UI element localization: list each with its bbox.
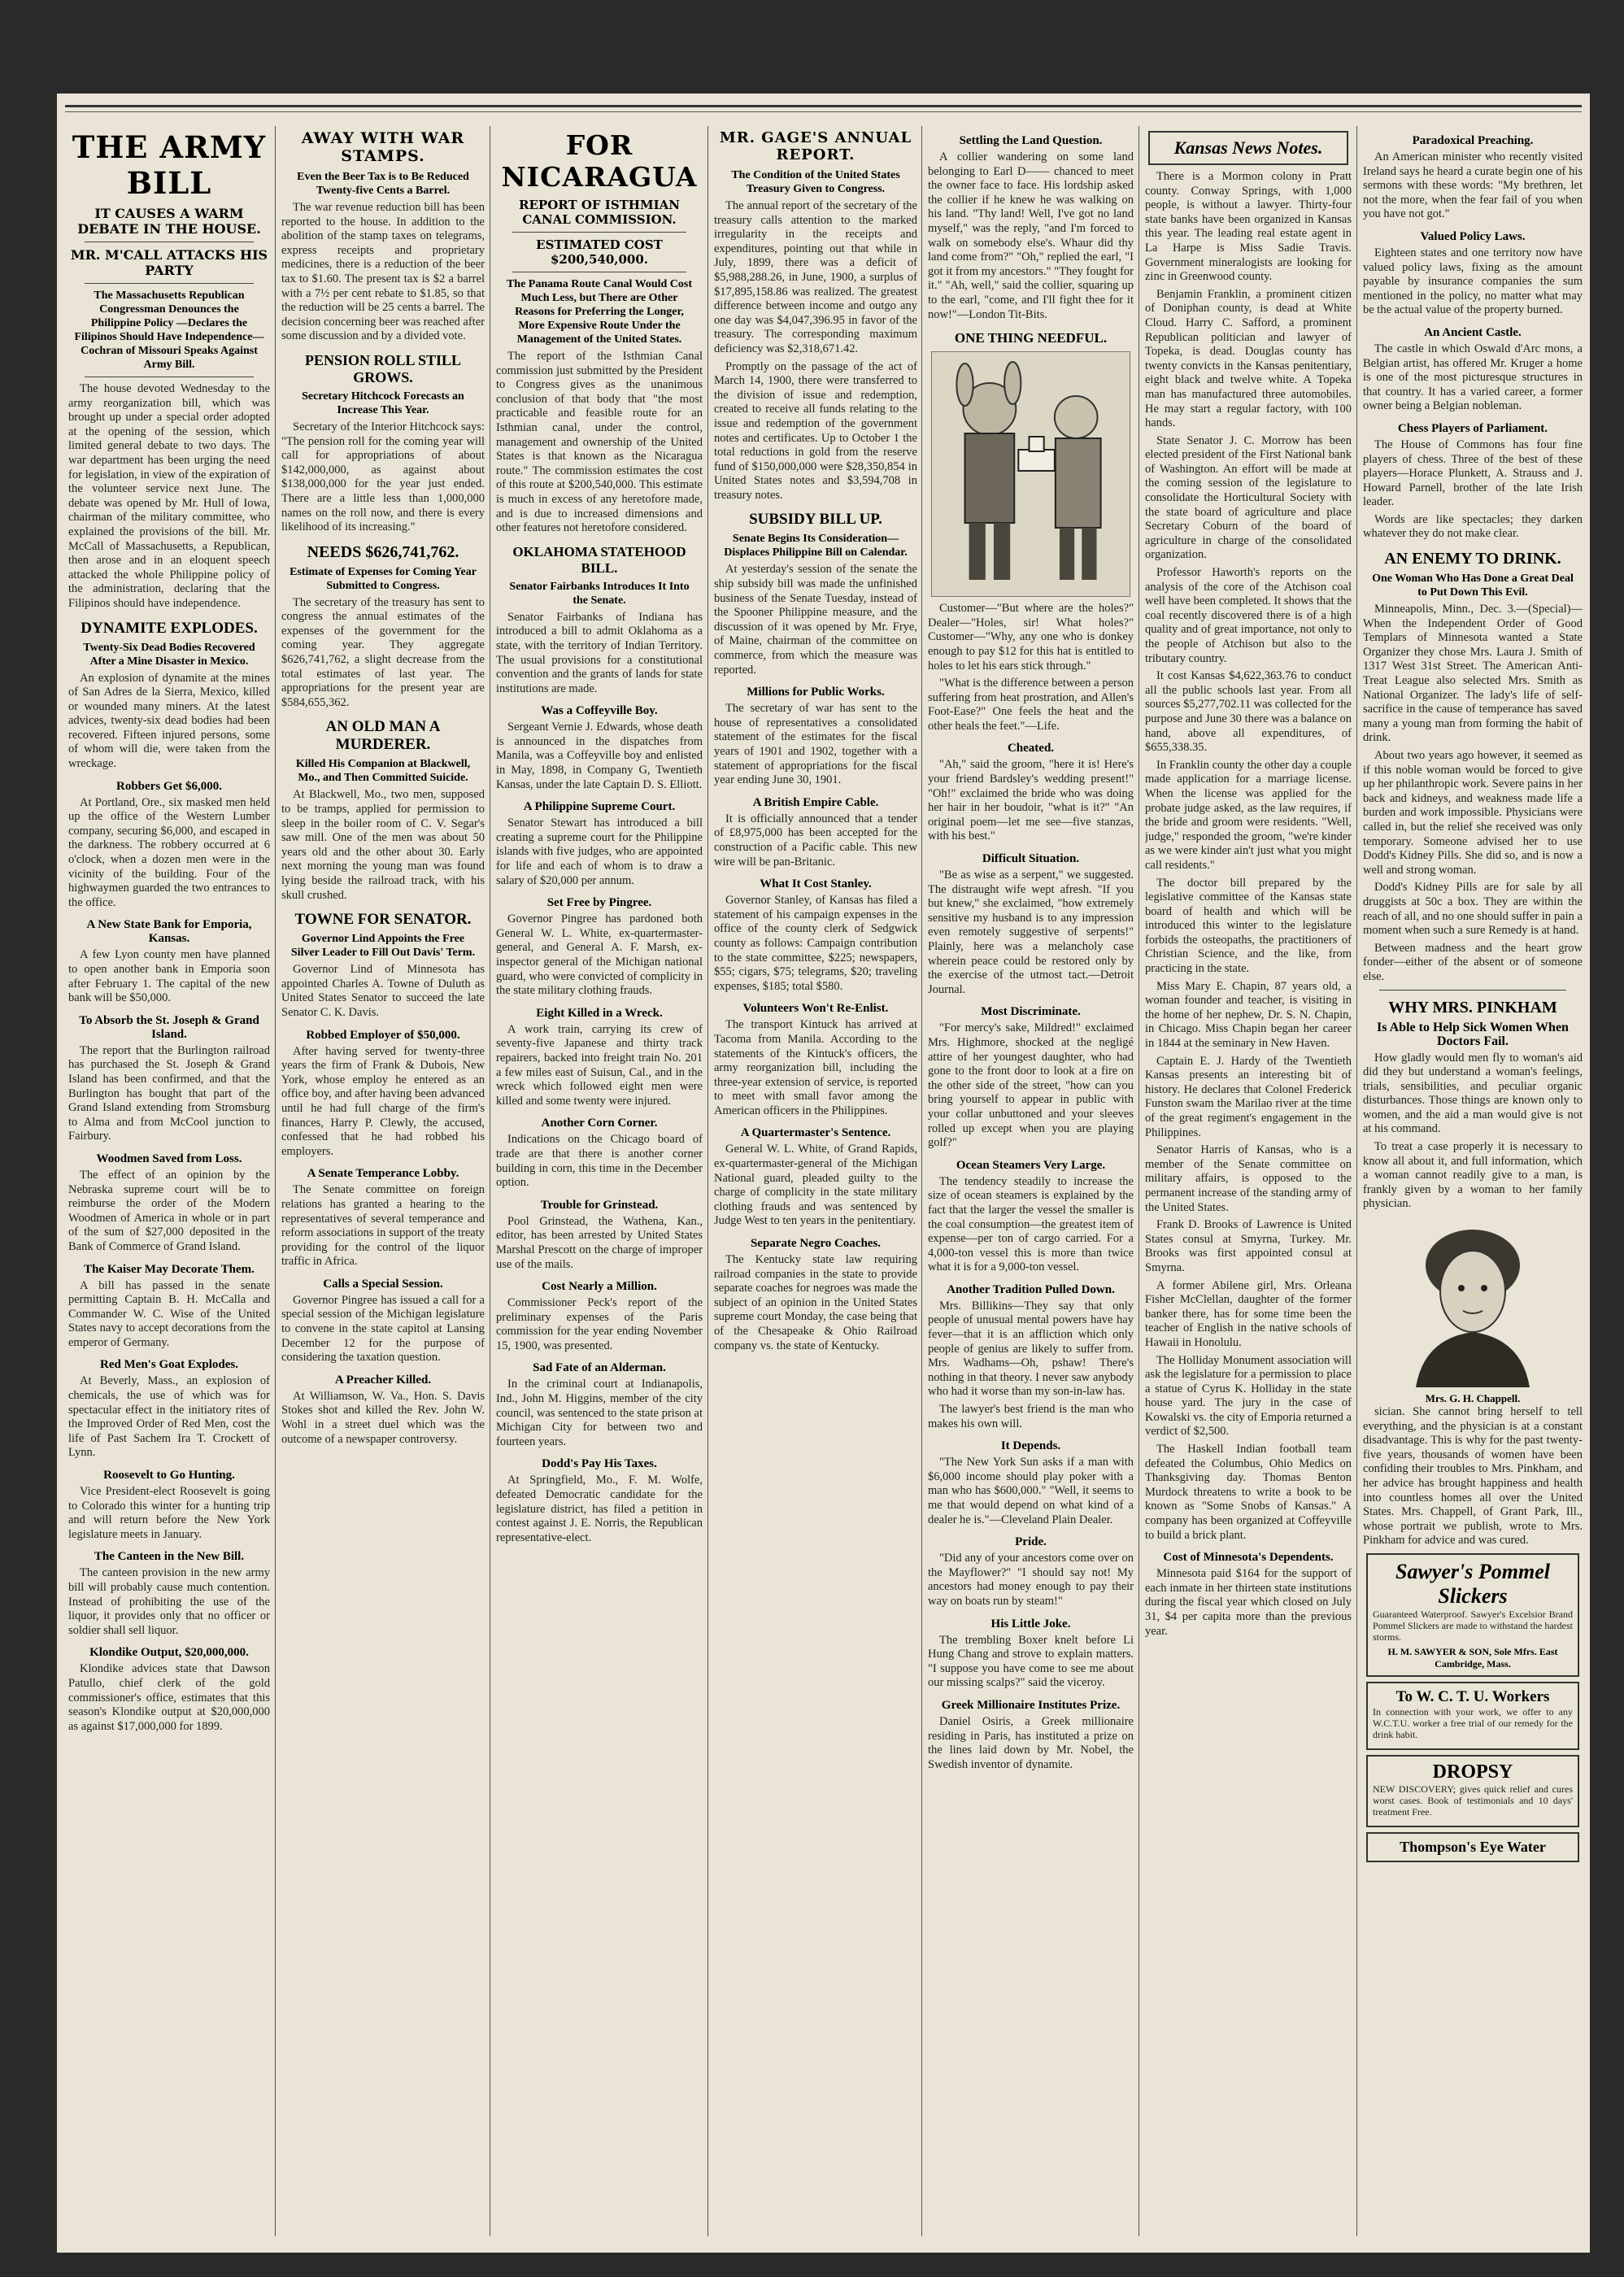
- article-body: The lawyer's best friend is the man who makes his own will.: [928, 1403, 1134, 1430]
- subdeck: The Massachusetts Republican Congressman Denounces the Philippine Policy —Declares the Filipinos Should Have Independence—Cochran of Missouri Speaks Against Army Bill.: [74, 290, 264, 371]
- section-heading: NEEDS $626,741,762.: [307, 542, 459, 561]
- article-body: At Beverly, Mass., an explosion of chemicals, the use of which was for spectacular effect in the initiatory rites of the Improved Order of Red Men, cost the life of Past Sachem Ira T. Crockett of Lynn.: [68, 1374, 270, 1460]
- section-heading: Another Corn Corner.: [541, 1117, 658, 1130]
- kansas-news-box: [1148, 131, 1348, 165]
- article-body: Captain E. J. Hardy of the Twentieth Kansas presents an interesting bit of history. He declares that Colonel Frederick Funston swam the Marilao river at the time of the great regiment's engagement in the Philippines.: [1145, 1054, 1352, 1139]
- article-body: Indications on the Chicago board of trade are that there is another corner building in corn, this time in the December option.: [496, 1133, 703, 1190]
- article-body: State Senator J. C. Morrow has been elected president of the First National bank of Washington. An effort will be made at the coming session of the legislature to consolidate the Horticultural Society with the state board of agriculture and place Secretary Coburn of the board of agriculture in charge of the consolidated organization.: [1145, 433, 1352, 562]
- ad-title: Thompson's Eye Water: [1400, 1838, 1546, 1855]
- ad-title: Sawyer's Pommel Slickers: [1395, 1559, 1550, 1608]
- section-heading: Millions for Public Works.: [747, 686, 885, 699]
- deck: MR. M'CALL ATTACKS HIS PARTY: [70, 247, 268, 278]
- section-heading: The Kaiser May Decorate Them.: [84, 1262, 255, 1276]
- section-heading: Pride.: [1015, 1535, 1047, 1549]
- article-body: sician. She cannot bring herself to tell everything, and the physician is at a constant disadvantage. This is why for the past twenty-five years, thousands of women have been confiding their troubles to Mrs. Pinkham, and her advice has brought happiness and health into countless homes all over the United States. Mrs. Chappell, of Grant Park, Ill., whose portrait we publish, wrote to Mrs. Pinkham for advice and was cured.: [1363, 1405, 1583, 1548]
- article-body: Dodd's Kidney Pills are for sale by all druggists at 50c a box. They are within the reach of all, and no one should suffer in pain a moment when such a sure Remedy is at hand.: [1363, 881, 1583, 938]
- article-body: Benjamin Franklin, a prominent citizen of Doniphan county, is dead at White Cloud. Harry C. Safford, a prominent Republican politician and lawyer of Topeka, is dead. Douglas county has twenty convicts in the Kansas penitentiary, eight black and twelve white. A Topeka man has manufactured three automobiles. He may start a regular factory, with 100 hands.: [1145, 287, 1352, 430]
- article-body: "Ah," said the groom, "here it is! Here's your friend Bardsley's wedding present!" "Oh!" exclaimed the bride who was doing her hair in her boudoir, "what is it?" "An original poem—let me see—five stanzas, with his best.": [928, 758, 1134, 843]
- article-body: About two years ago however, it seemed as if this noble woman would be forced to give up her philanthropic work. Severe pains in her back and kidneys, and weakness made life a burden and work impossible. Physicians were called in, but the relief she received was only temporary. Someone advised her to use Dodd's Kidney Pills. She did so, and is now a well and strong woman.: [1363, 749, 1583, 877]
- article-body: "Be as wise as a serpent," we suggested. The distraught wife wept afresh. "If you but knew," she exclaimed, "how extremely sensitive my husband is to any impression even remotely suggestive of serpents!" Plainly, here was a melancholy case wherein peace could be restored only by the exercise of the utmost tact.—Detroit Journal.: [928, 869, 1134, 996]
- subdeck: Is Able to Help Sick Women When Doctors Fail.: [1377, 1020, 1569, 1048]
- portrait-woman-icon: [1366, 1217, 1579, 1387]
- article-body: "The New York Sun asks if a man with $6,000 income should play poker with a man who has $600,000." "Well, it seems to me that would depend on what kind of a dealer he is."—Cleveland Plain Dealer.: [928, 1456, 1134, 1526]
- wctu-ad: [1366, 1682, 1579, 1750]
- article-body: The doctor bill prepared by the legislative committee of the Kansas state board of health and which will be introduced this winter to the legislature forbids the osteopaths, the practitioners of Christian Science, and the like, from practicing in the state.: [1145, 876, 1352, 976]
- column-7: [1363, 126, 1583, 2236]
- article-body: At Portland, Ore., six masked men held up the office of the Western Lumber company, securing $6,000, and escaped in the darkness. The robbery occurred at 6 o'clock, when a dozen men were in the vicinity of the building. Four of the highwaymen guarded the two entrances to the office.: [68, 795, 270, 909]
- article-body: A bill has passed in the senate permitting Captain B. H. McCalla and Commander W. C. Wise of the United States navy to accept decorations from the emperor of Germany.: [68, 1278, 270, 1349]
- section-heading: Sad Fate of an Alderman.: [533, 1361, 666, 1375]
- section-heading: Cost of Minnesota's Dependents.: [1163, 1551, 1334, 1565]
- article-body: Senator Stewart has introduced a bill creating a supreme court for the Philippine islands with five judges, who are appointed for life and each of whom is to draw a salary of $20,000 per annum.: [496, 816, 703, 887]
- subdeck: Senate Begins Its Consideration—Displaces Philippine Bill on Calendar.: [724, 533, 908, 559]
- article-body: The Senate committee on foreign relations has granted a hearing to the representatives of several temperance and reform associations in support of the treaty providing for the control of the liquor traffic in Africa.: [281, 1183, 485, 1269]
- section-heading: Trouble for Grinstead.: [540, 1198, 659, 1212]
- article-body: Klondike advices state that Dawson Patullo, chief clerk of the gold commissioner's office, estimates that this season's Klondike output at $20,000,000 as against $17,000,000 for 1899.: [68, 1662, 270, 1733]
- article-body: The Haskell Indian football team defeated the Columbus, Ohio Medics on Thanksgiving day. Thomas Benton Murdock threatens to write a book to be known as "Some Snobs of Kansas." A company has been organized at Coffeyville to build a brick plant.: [1145, 1443, 1352, 1542]
- section-heading: Volunteers Won't Re-Enlist.: [742, 1002, 889, 1016]
- section-heading: Most Discriminate.: [981, 1005, 1081, 1019]
- column-rule: [275, 126, 276, 2236]
- article-body: The annual report of the secretary of the treasury calls attention to the marked irregularity in the receipts and expenditures, pointing out that while in July, 1899, there was a deficit of $5,988,288.26, in June, 1900, a surplus of $17,895,158.86 was realized. The greatest difference between income and outgo any one day was $4,047,396.95 in favor of the treasury. The corresponding maximum deficiency was $2,318,671.42.: [714, 199, 917, 355]
- article-body: A collier wandering on some land belonging to Earl D—— chanced to meet the owner face to face. His lordship asked the collier if he knew he was walking on his land. "Thy land! Well, I've got no land myself," was the reply, "and I'm forced to walk on somebody else's. Whaur did thy land come from?" "Oh," replied the earl, "I got it from my ancestors." "They fought for it." "Ah, well," said the collier, squaring up to the earl, "come, and I'll fight thee for it now!"—London Tit-Bits.: [928, 150, 1134, 321]
- column-rule: [1356, 126, 1357, 2236]
- article-body: Words are like spectacles; they darken whatever they do not make clear.: [1363, 512, 1583, 541]
- dropsy-ad: [1366, 1755, 1579, 1827]
- article-body: It cost Kansas $4,622,363.76 to conduct all the public schools last year. From all sources $5,277,702.11 was collected for the purpose and June 30 there was a balance on hand, above all expenditures, of $655,338.35.: [1145, 669, 1352, 755]
- article-body: A few Lyon county men have planned to open another bank in Emporia soon after February 1. The capital of the new bank will be $50,000.: [68, 948, 270, 1005]
- article-body: The Holliday Monument association will ask the legislature for a permission to place a statue of Cyrus K. Holliday in the state house yard. The jury in the case of Kowalski vs. the city of Emporia returned a verdict of $2,500.: [1145, 1353, 1352, 1439]
- column-rule: [921, 126, 922, 2236]
- article-body: Eighteen states and one territory now have valued policy laws, fixing as the amount payable by insurance companies the sum mentioned in the policy, no matter what may be the actual value of the property burned.: [1363, 246, 1583, 317]
- article-body: In Franklin county the other day a couple made application for a marriage license. When the license was applied for the probate judge asked, as the law requires, if the bride and groom were residents. "Well, judge," responded the groom, "we're kinder as we were kinder ain't just what you might call residents.": [1145, 758, 1352, 872]
- subdeck: Even the Beer Tax is to Be Reduced Twenty-five Cents a Barrel.: [297, 171, 469, 197]
- section-heading: OKLAHOMA STATEHOOD BILL.: [512, 543, 686, 576]
- column-3: [496, 126, 703, 2236]
- article-body: An explosion of dynamite at the mines of San Adres de la Sierra, Mexico, killed or wounded many miners. At the latest advices, twenty-six dead bodies had been recovered. Fifteen injured persons, some of whom will die, were taken from the wreckage.: [68, 671, 270, 771]
- article-body: Between madness and the heart grow fonder—either of the absent or of someone else.: [1363, 941, 1583, 983]
- cartoon-illustration: [931, 351, 1130, 597]
- article-body: An American minister who recently visited Ireland says he heard a curate begin one of his sermons with these words: "My brethren, let not the more, when the fear fail of you when you have not got.": [1363, 150, 1583, 221]
- column-5: [928, 126, 1134, 2236]
- portrait-caption: Mrs. G. H. Chappell.: [1425, 1392, 1521, 1405]
- ad-body: Guaranteed Waterproof. Sawyer's Excelsior Brand Pommel Slickers are made to withstand the hardest storms.: [1373, 1608, 1573, 1643]
- section-heading: Difficult Situation.: [982, 852, 1080, 866]
- article-body: Senator Harris of Kansas, who is a member of the Senate committee on military affairs, is opposed to the permanent increase of the standing army of the United States.: [1145, 1143, 1352, 1214]
- section-heading: Calls a Special Session.: [323, 1277, 443, 1291]
- section-heading: Woodmen Saved from Loss.: [96, 1152, 242, 1165]
- subdeck: Twenty-Six Dead Bodies Recovered After a Mine Disaster in Mexico.: [83, 641, 255, 668]
- article-body: Commissioner Peck's report of the preliminary expenses of the Paris commission for the year ending November 15, 1900, was presented.: [496, 1296, 703, 1352]
- deck: IT CAUSES A WARM DEBATE IN THE HOUSE.: [77, 206, 261, 237]
- subdeck: Killed His Companion at Blackwell, Mo., and Then Committed Suicide.: [295, 758, 471, 785]
- section-heading: A New State Bank for Emporia, Kansas.: [86, 918, 252, 946]
- section-heading: Kansas News Notes.: [1173, 137, 1323, 158]
- column-2: [281, 126, 485, 2236]
- subdeck: Estimate of Expenses for Coming Year Submitted to Congress.: [290, 565, 477, 592]
- article-body: A work train, carrying its crew of seventy-five Japanese and thirty track repairers, backed into freight train No. 201 a few miles east of Suisun, Cal., and in the wreck which followed eight men were killed and some twenty were injured.: [496, 1022, 703, 1108]
- section-heading: A Philippine Supreme Court.: [523, 800, 676, 814]
- article-body: The Kentucky state law requiring railroad companies in the state to provide separate coaches for negroes was made the subject of an opinion in the United States supreme court Monday, the case being that of the Chesapeake & Ohio Railroad company vs. the state of Kentucky.: [714, 1253, 917, 1352]
- ad-maker: H. M. SAWYER & SON, Sole Mfrs. East Cambridge, Mass.: [1387, 1645, 1558, 1670]
- headline-gage-report: MR. GAGE'S ANNUAL REPORT.: [719, 129, 912, 163]
- column-1: [68, 126, 270, 2236]
- article-body: Minnesota paid $164 for the support of each inmate in her thirteen state institutions during the fiscal year which closed on July 31, $4 per capita more than the previous year.: [1145, 1567, 1352, 1638]
- section-heading: Chess Players of Parliament.: [1397, 421, 1548, 435]
- masthead-rule: [65, 105, 1582, 107]
- article-body: The transport Kintuck has arrived at Tacoma from Manila. According to the statements of the Kintuck's officers, the army reorganization bill, including the three-year extension of service, is reported to meet with small favor among the American officers in the Philippines.: [714, 1018, 917, 1117]
- ad-body: NEW DISCOVERY; gives quick relief and cures worst cases. Book of testimonials and 10 days' treatment Free.: [1373, 1783, 1573, 1818]
- section-heading: Eight Killed in a Wreck.: [536, 1006, 663, 1020]
- subdeck: One Woman Who Has Done a Great Deal to Put Down This Evil.: [1372, 573, 1574, 599]
- section-heading: Settling the Land Question.: [959, 134, 1103, 147]
- article-body: Frank D. Brooks of Lawrence is United States consul at Smyrna, Turkey. Mr. Brooks was first appointed consul at Smyrna.: [1145, 1218, 1352, 1274]
- article-body: The castle in which Oswald d'Arc mons, a Belgian artist, has offered Mr. Kruger a home is one of the most picturesque structures in that country. It has a varied career, a former owner being a Belgian nobleman.: [1363, 342, 1583, 413]
- article-body: Mrs. Billikins—They say that only people of unusual mental powers have hay fever—that it is an affliction which only people of genius are likely to suffer from. Mrs. Wadhams—Oh, pshaw! There's nothing in that theory. I never saw anybody who had it worse than my son-in-law has.: [928, 1299, 1134, 1399]
- section-heading: Was a Coffeyville Boy.: [541, 704, 658, 718]
- section-heading: PENSION ROLL STILL GROWS.: [304, 351, 462, 385]
- section-heading: The Canteen in the New Bill.: [94, 1550, 245, 1564]
- article-body: To treat a case properly it is necessary to know all about it, and full information, which a woman cannot readily give to a man, is frankly given by a woman to her family physician.: [1363, 1140, 1583, 1211]
- section-heading: Klondike Output, $20,000,000.: [89, 1646, 249, 1660]
- section-heading: Cheated.: [1007, 742, 1055, 755]
- column-6: [1145, 126, 1352, 2236]
- newspaper-page: [57, 94, 1590, 2253]
- article-body: Professor Haworth's reports on the analysis of the core of the Atchison coal well have been completed. It shows that the coal recently discovered there is of a high quality and of great importance, not only to the people of Atchison but also to the tributary country.: [1145, 566, 1352, 665]
- section-heading: A Preacher Killed.: [334, 1373, 432, 1387]
- article-body: The secretary of war has sent to the house of representatives a consolidated statement of the estimates for the fiscal years of 1901 and 1902, together with a statement of appropriations for the fiscal year ending June 30, 1901.: [714, 702, 917, 787]
- section-heading: To Absorb the St. Joseph & Grand Island.: [79, 1013, 259, 1041]
- headline-army-bill: THE ARMY BILL: [72, 129, 267, 201]
- article-body: There is a Mormon colony in Pratt county. Conway Springs, with 1,000 people, is without a lawyer. Thirty-four state banks have been organized in Kansas this year. The leading real estate agent in La Harpe is Miss Sadie Travis. Government mineralogists are looking for zinc in Greenwood county.: [1145, 170, 1352, 284]
- ad-title: To W. C. T. U. Workers: [1395, 1687, 1550, 1705]
- article-body: Secretary of the Interior Hitchcock says: "The pension roll for the coming year will call for appropriations of about $142,000,000, as against about $138,000,000 for the year just ended. There are a little less than 1,000,000 names on the roll now, and there is every likelihood of its increasing.": [281, 420, 485, 534]
- section-heading: Greek Millionaire Institutes Prize.: [941, 1698, 1121, 1712]
- article-body: "What is the difference between a person suffering from heat prostration, and Allen's Foot-Ease?" One feels the heat and the other heals the feet."—Life.: [928, 677, 1134, 733]
- article-body: The House of Commons has four fine players of chess. Three of the best of these players—Horace Plunkett, A. Strauss and J. Howard Parnell, brother of the late Irish leader.: [1363, 438, 1583, 509]
- article-body: The canteen provision in the new army bill will probably cause much contention. Instead of prohibiting the use of the liquor, it provides only that no officer or soldier shall sell liquor.: [68, 1566, 270, 1637]
- article-body: At Williamson, W. Va., Hon. S. Davis Stokes shot and killed the Rev. John W. Wohl in a street duel which was the outcome of a newspaper controversy.: [281, 1389, 485, 1446]
- article-body: The trembling Boxer knelt before Li Hung Chang and strove to explain matters. "I suppose you have come to see me about our missing scalps?" said the viceroy.: [928, 1633, 1134, 1690]
- section-heading: An Ancient Castle.: [1424, 325, 1522, 339]
- subdeck: The Panama Route Canal Would Cost Much Less, but There are Other Reasons for Preferring the Longer, More Expensive Route Under the Management of the United States.: [506, 278, 693, 346]
- section-heading: Cost Nearly a Million.: [542, 1280, 657, 1294]
- article-body: Sergeant Vernie J. Edwards, whose death is announced in the dispatches from Manila, was a Coffeyville boy and enlisted in May, 1898, in Company G, Twentieth Kansas, under the late Captain D. S. Elliott.: [496, 721, 703, 791]
- section-heading: TOWNE FOR SENATOR.: [294, 911, 472, 929]
- section-heading: Roosevelt to Go Hunting.: [103, 1469, 235, 1482]
- subdeck: Senator Fairbanks Introduces It Into the Senate.: [509, 580, 690, 607]
- article-body: Governor Pingree has pardoned both General W. L. White, ex-quartermaster-general, and General A. F. Marsh, ex-inspector general of the Michigan national guard, who were convicted of complicity in the state military clothing frauds.: [496, 912, 703, 998]
- article-body: Governor Lind of Minnesota has appointed Charles A. Towne of Duluth as United States Senator to succeed the late Senator C. K. Davis.: [281, 963, 485, 1019]
- sawyer-ad: [1366, 1553, 1579, 1677]
- article-body: How gladly would men fly to woman's aid did they but understand a woman's feelings, trials, sensibilities, and peculiar organic disturbances. Those things are known only to women, and the aid a man would give is not at his command.: [1363, 1051, 1583, 1136]
- headline-war-stamps: AWAY WITH WAR STAMPS.: [301, 129, 465, 165]
- article-body: In the criminal court at Indianapolis, Ind., John M. Higgins, member of the city council, was sentenced to the state prison at Michigan City for between two and fourteen years.: [496, 1378, 703, 1448]
- article-body: At yesterday's session of the senate the ship subsidy bill was made the unfinished business of the Senate Tuesday, instead of the Spooner Philippine measure, and the discussion of it was opened by Mr. Frye, of Maine, chairman of the committee on commerce, from which the measure was reported.: [714, 563, 917, 677]
- article-body: The tendency steadily to increase the size of ocean steamers is explained by the fact that the larger the vessel the smaller is the coal consumption—the greatest item of expense—per ton of cargo carried. For a 4,000-ton vessel this is more than twice what it is for a 9,000-ton vessel.: [928, 1174, 1134, 1274]
- section-heading: ONE THING NEEDFUL.: [954, 330, 1108, 346]
- article-body: Daniel Osiris, a Greek millionaire residing in Paris, has instituted a prize on the lines laid down by Mr. Nobel, the Swedish inventor of dynamite.: [928, 1714, 1134, 1771]
- section-heading: Another Tradition Pulled Down.: [947, 1282, 1115, 1296]
- subdeck: The Condition of the United States Treasury Given to Congress.: [731, 169, 900, 195]
- deck: ESTIMATED COST $200,540,000.: [536, 237, 663, 267]
- article-body: After having served for twenty-three years the firm of Frank & Dubois, New York, whose employ he entered as an office boy, and after having been advanced until he had full charge of the firm's finances, Harry P. Clewly, the accused, confessed that he had robbed his employers.: [281, 1044, 485, 1158]
- deck: REPORT OF ISTHMIAN CANAL COMMISSION.: [519, 198, 680, 227]
- article-body: Senator Fairbanks of Indiana has introduced a bill to admit Oklahoma as a state, with the territory of Indian Territory. The usual provisions for a constitutional convention and the grants of lands for state institutions are made.: [496, 610, 703, 695]
- section-heading: WHY MRS. PINKHAM: [1388, 998, 1557, 1017]
- section-heading: Red Men's Goat Explodes.: [99, 1358, 238, 1372]
- article-body: Minneapolis, Minn., Dec. 3.—(Special)—When the Independent Order of Good Templars of Minnesota wanted a State Organizer they chose Mrs. Laura J. Smith of 1317 West 31st Street. The American Anti-Treat League also selected Mrs. Smith as National Organizer. The lady's life of self-sacrifice in the cause of temperance has saved many a young man from forming the habit of drink.: [1363, 603, 1583, 745]
- section-heading: Robbers Get $6,000.: [116, 779, 222, 793]
- portrait-illustration: [1366, 1217, 1579, 1387]
- masthead-rule-thin: [65, 111, 1582, 112]
- column-4: [714, 126, 917, 2236]
- section-heading: Dodd's Pay His Taxes.: [542, 1457, 657, 1471]
- article-body: Pool Grinstead, the Wathena, Kan., editor, has been arrested by United States Marshal Prescott on the charge of improper use of the mails.: [496, 1214, 703, 1271]
- article-body: Vice President-elect Roosevelt is going to Colorado this winter for a hunting trip and will return before the New York legislature meets in January.: [68, 1485, 270, 1541]
- section-heading: His Little Joke.: [991, 1617, 1071, 1630]
- ad-title: DROPSY: [1432, 1761, 1513, 1783]
- section-heading: What It Cost Stanley.: [760, 877, 872, 891]
- cartoon-hat-dealer-icon: [932, 352, 1130, 596]
- article-body: Promptly on the passage of the act of March 14, 1900, there were transferred to the division of issue and redemption, created to receive all funds relating to the issue and redemption of the government notes and certificates. Up to October 1 the total reductions in gold from the reserve fund of $150,000,000 were $28,350,854 in United States notes and $3,594,708 in treasury notes.: [714, 359, 917, 502]
- article-body: At Springfield, Mo., F. M. Wolfe, defeated Democratic candidate for the legislature district, has filed a petition in contest against J. E. Norris, the Republican representative-elect.: [496, 1474, 703, 1544]
- article-body: "For mercy's sake, Mildred!" exclaimed Mrs. Highmore, shocked at the negligé attire of her youngest daughter, who had gone to the front door to look at a fire on the other side of the street, "how can you bring yourself to appear in public with your collar unbuttoned and your sleeves rolled up except when you are playing golf?": [928, 1021, 1134, 1150]
- article-body: Miss Mary E. Chapin, 87 years old, a woman founder and teacher, is visiting in the home of her nephew, Dr. S. N. Chapin, in Chicago. Miss Chapin began her career in 1844 at the seminary in New Haven.: [1145, 979, 1352, 1051]
- article-body: The house devoted Wednesday to the army reorganization bill, which was brought up under a special order adopted at the opening of the session, which limited general debate to two days. The war department has been urging the need for legislation, in view of the expiration of the volunteer service next June. The debate was opened by Mr. Hull of Iowa, chairman of the military committee, who explained the provisions of the bill. Mr. McCall of Massachusetts, a Republican, then arose and in an eloquent speech attacked the whole Philippine policy of the administration, declaring that the Filipinos should have independence.: [68, 382, 270, 610]
- section-heading: A British Empire Cable.: [752, 795, 879, 809]
- article-body: Governor Stanley, of Kansas has filed a statement of his campaign expenses in the office of the county clerk of Sedgwick county as follows: Campaign contribution to the state committee, $225; newspapers, $55; cigars, $75; telegrams, $20; traveling expenses, $185; total $580.: [714, 894, 917, 993]
- section-heading: It Depends.: [1000, 1439, 1061, 1453]
- article-body: The effect of an opinion by the Nebraska supreme court will be to reimburse the order of the Modern Woodmen of America in whole or in part of the sum of $27,000 deposited in the Bank of Commerce of Grand Island.: [68, 1168, 270, 1253]
- article-body: At Blackwell, Mo., two men, supposed to be tramps, applied for permission to sleep in the boiler room of C. V. Segar's saw mill. One of the men was about 50 years old and the other about 30. Early next morning the young man was found lying beside the railroad track, with his skull crushed.: [281, 788, 485, 902]
- section-heading: A Senate Temperance Lobby.: [307, 1167, 459, 1181]
- article-body: Governor Pingree has issued a call for a special session of the Michigan legislature to convene in the state capitol at Lansing December 12 for the purpose of considering the taxation question.: [281, 1293, 485, 1365]
- cartoon-caption: Customer—"But where are the holes?" Dealer—"Holes, sir! What holes?" Customer—"Why, any one who is donkey enough to pay $12 for this hat is entitled to holes to let his ears stick through.": [928, 602, 1134, 673]
- section-heading: Robbed Employer of $50,000.: [306, 1028, 460, 1042]
- eye-water-ad: [1366, 1832, 1579, 1862]
- article-body: It is officially announced that a tender of £8,975,000 has been accepted for the construction of a Pacific cable. This new wire will be pan-Britanic.: [714, 812, 917, 869]
- section-heading: SUBSIDY BILL UP.: [749, 511, 882, 529]
- section-heading: AN OLD MAN A MURDERER.: [325, 718, 441, 754]
- headline-nicaragua: FOR NICARAGUA: [501, 129, 698, 193]
- article-body: The report of the Isthmian Canal commission just submitted by the President to Congress gives as the unanimous conclusion of that body that "the most practicable and feasible route for an Isthmian canal, under the control, management and ownership of the United States is that known as the Nicaragua route." The commission estimates the cost of this route at $200,540,000. This estimate is much in excess of any heretofore made, and is due to increased dimensions and other features not heretofore considered.: [496, 350, 703, 535]
- section-heading: DYNAMITE EXPLODES.: [81, 619, 258, 637]
- section-heading: Set Free by Pingree.: [546, 896, 652, 910]
- subdeck: Governor Lind Appoints the Free Silver Leader to Fill Out Davis' Term.: [290, 933, 476, 960]
- section-heading: Paradoxical Preaching.: [1412, 134, 1534, 147]
- article-body: A former Abilene girl, Mrs. Orleana Fisher McClellan, daughter of the former banker there, has for some time been the teacher of English in the native schools of Hawaii in Honolulu.: [1145, 1278, 1352, 1349]
- section-heading: Ocean Steamers Very Large.: [956, 1158, 1106, 1172]
- subdeck: Secretary Hitchcock Forecasts an Increase This Year.: [302, 390, 464, 416]
- article-body: The report that the Burlington railroad has purchased the St. Joseph & Grand Island has been confirmed, and that the Burlington has bought that part of the Grand Island extending from Stromsburg to Alma and from McCool junction to Fairbury.: [68, 1043, 270, 1143]
- article-body: The war revenue reduction bill has been reported to the house. In addition to the abolition of the stamp taxes on telegrams, express receipts and proprietary medicines, there is a reduction of the beer tax to $1.60. The present tax is $2 a barrel with a 7½ per cent rebate to $1.85, so that the reduction will be 25 cents a barrel. The decision concerning beer was reached after some discussion and by a divided vote.: [281, 201, 485, 343]
- article-body: "Did any of your ancestors come over on the Mayflower?" "I should say not! My ancestors had money enough to pay their way on boats run by steam!": [928, 1552, 1134, 1608]
- section-heading: Separate Negro Coaches.: [750, 1237, 882, 1251]
- ad-body: In connection with your work, we offer to any W.C.T.U. worker a free trial of our remedy for the drink habit.: [1373, 1705, 1573, 1740]
- article-body: The secretary of the treasury has sent to congress the annual estimates of the expenses of the government for the coming year. They aggregate $626,741,762, a slight decrease from the total estimates of last year. The appropriations for the present year are $584,655,362.: [281, 595, 485, 709]
- section-heading: AN ENEMY TO DRINK.: [1384, 550, 1561, 568]
- article-body: General W. L. White, of Grand Rapids, ex-quartermaster-general of the Michigan National guard, pleaded guilty to the charge of complicity in the state military clothing frauds and was sentenced by Judge West to ten years in the penitentiary.: [714, 1143, 917, 1228]
- section-heading: Valued Policy Laws.: [1420, 229, 1526, 243]
- section-heading: A Quartermaster's Sentence.: [740, 1126, 891, 1140]
